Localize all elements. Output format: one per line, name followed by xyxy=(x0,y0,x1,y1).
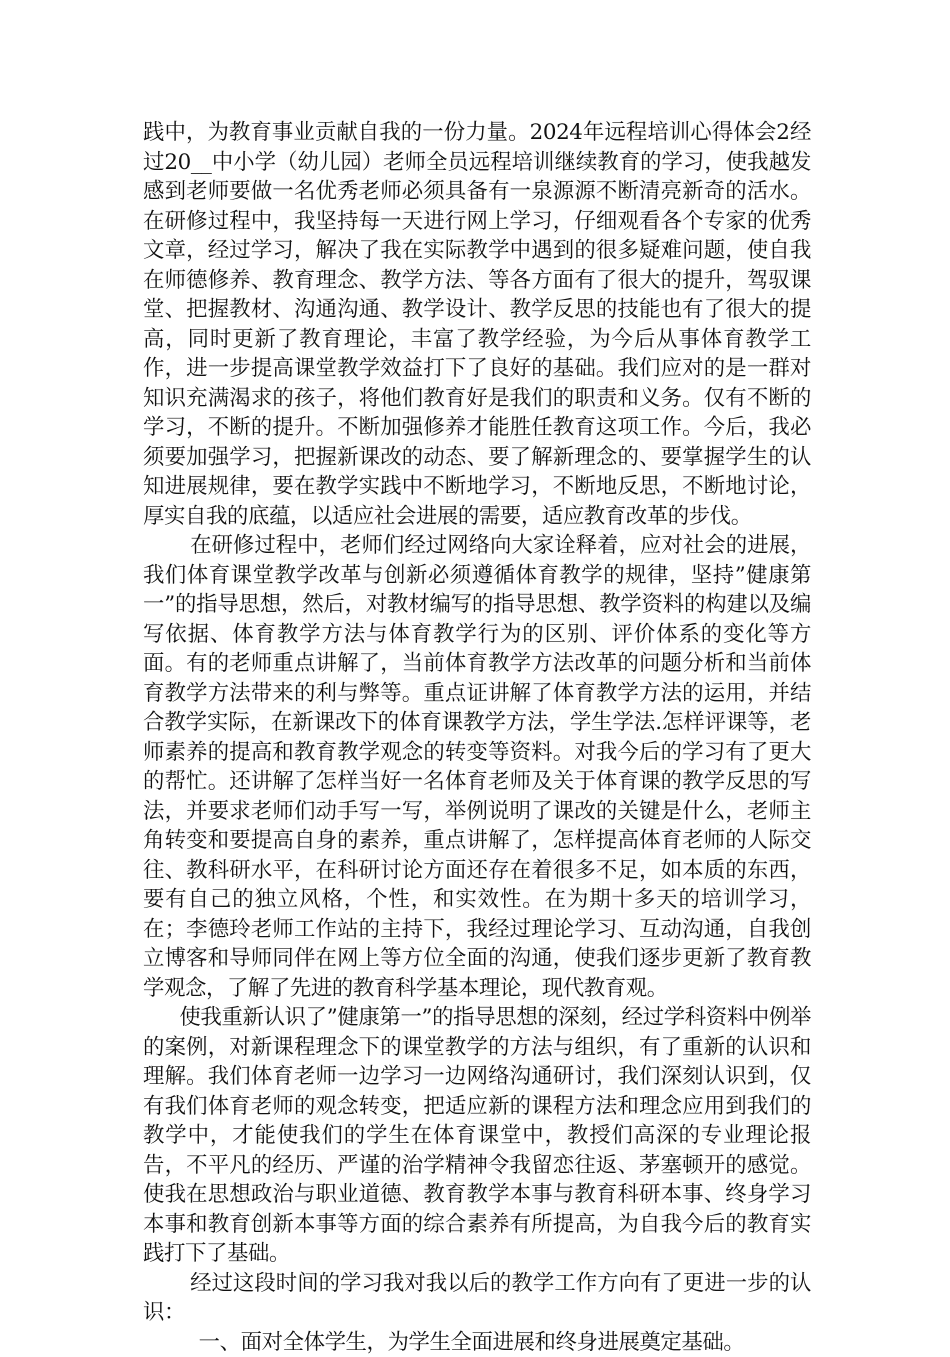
document-body xyxy=(143,118,811,1357)
paragraph-1: 践中，为教育事业贡献自我的一份力量。2024年远程培训心得体会2经过20__中小学（幼儿园）老师全员远程培训继续教育的学习，使我越发感到老师要做一名优秀老师必须具备有一泉源源不断清亮新奇的活水。在研修过程中，我坚持每一天进行网上学习，仔细观看各个专家的优秀文章，经过学习，解决了我在实际教学中遇到的很多疑难问题，使自我在师德修养、教育理念、教学方法、等各方面有了很大的提升，驾驭课堂、把握教材、沟通沟通、教学设计、教学反思的技能也有了很大的提高，同时更新了教育理论，丰富了教学经验，为今后从事体育教学工作，进一步提高课堂教学效益打下了良好的基础。我们应对的是一群对知识充满渴求的孩子，将他们教育好是我们的职责和义务。仅有不断的学习，不断的提升。不断加强修养才能胜任教育这项工作。今后，我必须要加强学习，把握新课改的动态、要了解新理念的、要掌握学生的认知进展规律，要在教学实践中不断地学习，不断地反思，不断地讨论，厚实自我的底蕴，以适应社会进展的需要，适应教育改革的步伐。 xyxy=(143,118,811,531)
list-item-1: 一、面对全体学生，为学生全面进展和终身进展奠定基础。 xyxy=(143,1328,811,1357)
paragraph-4: 经过这段时间的学习我对我以后的教学工作方向有了更进一步的认识： xyxy=(143,1269,811,1328)
paragraph-3: 使我重新认识了”健康第一”的指导思想的深刻，经过学科资料中例举的案例，对新课程理念下的课堂教学的方法与组织，有了重新的认识和理解。我们体育老师一边学习一边网络沟通研讨，我们深刻认识到，仅有我们体育老师的观念转变，把适应新的课程方法和理念应用到我们的教学中，才能使我们的学生在体育课堂中，教授们高深的专业理论报告，不平凡的经历、严谨的治学精神令我留恋往返、茅塞顿开的感觉。使我在思想政治与职业道德、教育教学本事与教育科研本事、终身学习本事和教育创新本事等方面的综合素养有所提高，为自我今后的教育实践打下了基础。 xyxy=(143,1003,811,1269)
paragraph-2: 在研修过程中，老师们经过网络向大家诠释着，应对社会的进展，我们体育课堂教学改革与创新必须遵循体育教学的规律，坚持”健康第一”的指导思想，然后，对教材编写的指导思想、教学资料的构建以及编写依据、体育教学方法与体育教学行为的区别、评价体系的变化等方面。有的老师重点讲解了，当前体育教学方法改革的问题分析和当前体育教学方法带来的利与弊等。重点证讲解了体育教学方法的运用，并结合教学实际，在新课改下的体育课教学方法，学生学法.怎样评课等，老师素养的提高和教育教学观念的转变等资料。对我今后的学习有了更大的帮忙。还讲解了怎样当好一名体育老师及关于体育课的教学反思的写法，并要求老师们动手写一写，举例说明了课改的关键是什么，老师主角转变和要提高自身的素养，重点讲解了，怎样提高体育老师的人际交往、教科研水平，在科研讨论方面还存在着很多不足，如本质的东西，要有自己的独立风格，个性，和实效性。在为期十多天的培训学习，在；李德玲老师工作站的主持下，我经过理论学习、互动沟通，自我创立博客和导师同伴在网上等方位全面的沟通，使我们逐步更新了教育教学观念，了解了先进的教育科学基本理论，现代教育观。 xyxy=(143,531,811,1003)
